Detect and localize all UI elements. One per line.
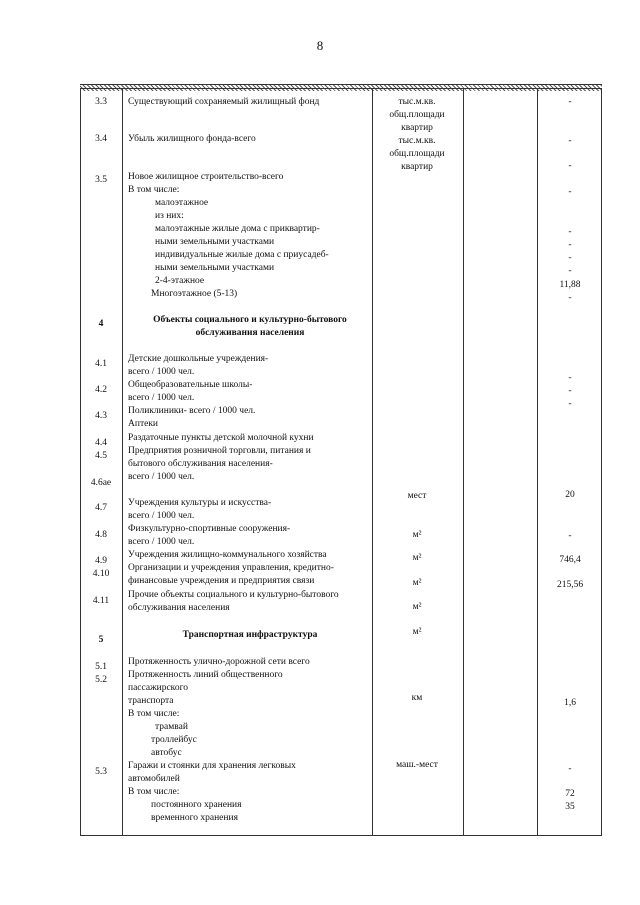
value-cell: -	[568, 97, 572, 107]
indicator-name: Многоэтажное (5-13)	[151, 289, 238, 299]
indicator-name: всего / 1000 чел.	[128, 367, 195, 377]
row-number: 4.7	[95, 503, 107, 513]
value-cell: -	[568, 240, 572, 250]
indicator-name: Гаражи и стоянки для хранения легковых	[128, 761, 296, 771]
unit-label: м²	[412, 627, 422, 637]
value-cell: 11,88	[559, 280, 581, 290]
unit-label: м²	[412, 578, 422, 588]
indicator-name: бытового обслуживания населения-	[128, 459, 273, 469]
value-cell: -	[568, 293, 572, 303]
value-cell: 215,56	[556, 580, 584, 590]
unit-label: квартир	[401, 123, 433, 133]
unit-label: м²	[412, 602, 422, 612]
indicator-name: малоэтажное	[155, 198, 209, 208]
indicator-name: В том числе:	[128, 185, 180, 195]
value-cell: 20	[565, 490, 575, 500]
indicator-name: всего / 1000 чел.	[128, 393, 195, 403]
row-number: 4.1	[95, 359, 107, 369]
indicator-name: Организации и учреждения управления, кредитно-	[128, 563, 334, 573]
indicator-name: Детские дошкольные учреждения-	[128, 354, 269, 364]
value-cell: -	[568, 227, 572, 237]
indicator-name: Раздаточные пункты детской молочной кухни	[128, 433, 314, 443]
page-number: 8	[316, 38, 324, 53]
row-number: 4.4	[95, 438, 107, 448]
indicator-name: Существующий сохраняемый жилищный фонд	[128, 97, 320, 107]
column-divider	[537, 88, 538, 836]
section-heading: обслуживания населения	[195, 328, 305, 338]
section-heading: Транспортная инфраструктура	[182, 630, 318, 640]
row-number: 5.2	[95, 675, 107, 685]
row-number: 5.3	[95, 767, 107, 777]
indicator-name: индивидуальные жилые дома с приусадеб-	[155, 250, 329, 260]
row-number: 4.11	[92, 596, 110, 606]
row-number: 5.1	[95, 662, 107, 672]
value-cell: 1,6	[564, 698, 576, 708]
unit-label: км	[411, 693, 423, 703]
indicator-name: всего / 1000 чел.	[128, 472, 195, 482]
value-cell: -	[568, 187, 572, 197]
row-number: 4.5	[95, 451, 107, 461]
indicator-name: трамвай	[155, 722, 188, 732]
column-divider	[122, 88, 123, 836]
indicator-name: всего / 1000 чел.	[128, 537, 195, 547]
indicator-name: автобус	[151, 748, 182, 758]
row-number: 3.5	[95, 175, 107, 185]
value-cell: -	[568, 136, 572, 146]
row-number: 4.2	[95, 385, 107, 395]
indicator-name: В том числе:	[128, 787, 180, 797]
indicator-name: Новое жилищное строительство-всего	[128, 172, 284, 182]
value-cell: 35	[565, 802, 575, 812]
indicator-name: ными земельными участками	[155, 237, 275, 247]
indicator-name: 2-4-этажное	[155, 276, 205, 286]
value-cell: -	[568, 764, 572, 774]
value-cell: -	[568, 373, 572, 383]
unit-label: тыс.м.кв.	[398, 136, 436, 146]
indicator-name: Аптеки	[128, 419, 159, 429]
indicator-name: Протяженность улично-дорожной сети всего	[128, 657, 310, 667]
unit-label: маш.-мест	[396, 760, 438, 770]
indicator-name: Учреждения культуры и искусства-	[128, 498, 272, 508]
indicator-name: Прочие объекты социального и культурно-бытового	[128, 590, 339, 600]
value-cell: -	[568, 266, 572, 276]
row-number: 4.9	[95, 556, 107, 566]
value-cell: 746,4	[559, 555, 581, 565]
unit-label: м²	[412, 553, 422, 563]
column-divider	[372, 88, 373, 836]
indicator-name: Учреждения жилищно-коммунального хозяйства	[128, 550, 327, 560]
value-cell: 72	[565, 789, 575, 799]
unit-label: общ.площади	[389, 110, 445, 120]
indicator-name: Общеобразовательные школы-	[128, 380, 253, 390]
indicator-name: ными земельными участками	[155, 263, 275, 273]
indicator-name: автомобилей	[128, 774, 180, 784]
unit-label: мест	[407, 491, 427, 501]
unit-label: общ.площади	[389, 149, 445, 159]
row-number: 4.8	[95, 530, 107, 540]
unit-label: м²	[412, 530, 422, 540]
indicator-name: постоянного хранения	[151, 800, 242, 810]
indicator-name: обслуживания населения	[128, 603, 230, 613]
row-number: 4	[98, 319, 104, 329]
row-number: 4.10	[92, 569, 110, 579]
indicator-name: Предприятия розничной торговли, питания и	[128, 446, 311, 456]
value-cell: -	[568, 253, 572, 263]
column-divider	[463, 88, 464, 836]
unit-label: тыс.м.кв.	[398, 97, 436, 107]
indicator-name: из них:	[155, 211, 184, 221]
row-number: 5	[98, 635, 104, 645]
row-number: 3.3	[95, 97, 107, 107]
indicator-name: Поликлиники- всего / 1000 чел.	[128, 406, 256, 416]
indicator-name: малоэтажные жилые дома с приквартир-	[155, 224, 320, 234]
indicator-name: Убыль жилищного фонда-всего	[128, 134, 256, 144]
indicator-name: Физкультурно-спортивные сооружения-	[128, 524, 291, 534]
value-cell: -	[568, 531, 572, 541]
section-heading: Объекты социального и культурно-бытового	[153, 315, 347, 325]
value-cell: -	[568, 386, 572, 396]
row-number: 3.4	[95, 134, 107, 144]
value-cell: -	[568, 399, 572, 409]
indicator-name: всего / 1000 чел.	[128, 511, 195, 521]
indicator-name: транспорта	[128, 696, 174, 706]
row-number: 4.3	[95, 411, 107, 421]
indicator-name: троллейбус	[151, 735, 197, 745]
value-cell: -	[568, 161, 572, 171]
indicator-name: временного хранения	[151, 813, 238, 823]
row-number: 4.6ae	[90, 478, 112, 488]
unit-label: квартир	[401, 162, 433, 172]
indicator-name: финансовые учреждения и предприятия связи	[128, 576, 315, 586]
indicator-name: пассажирского	[128, 683, 188, 693]
indicator-name: Протяженность линий общественного	[128, 670, 283, 680]
indicator-name: В том числе:	[128, 709, 180, 719]
